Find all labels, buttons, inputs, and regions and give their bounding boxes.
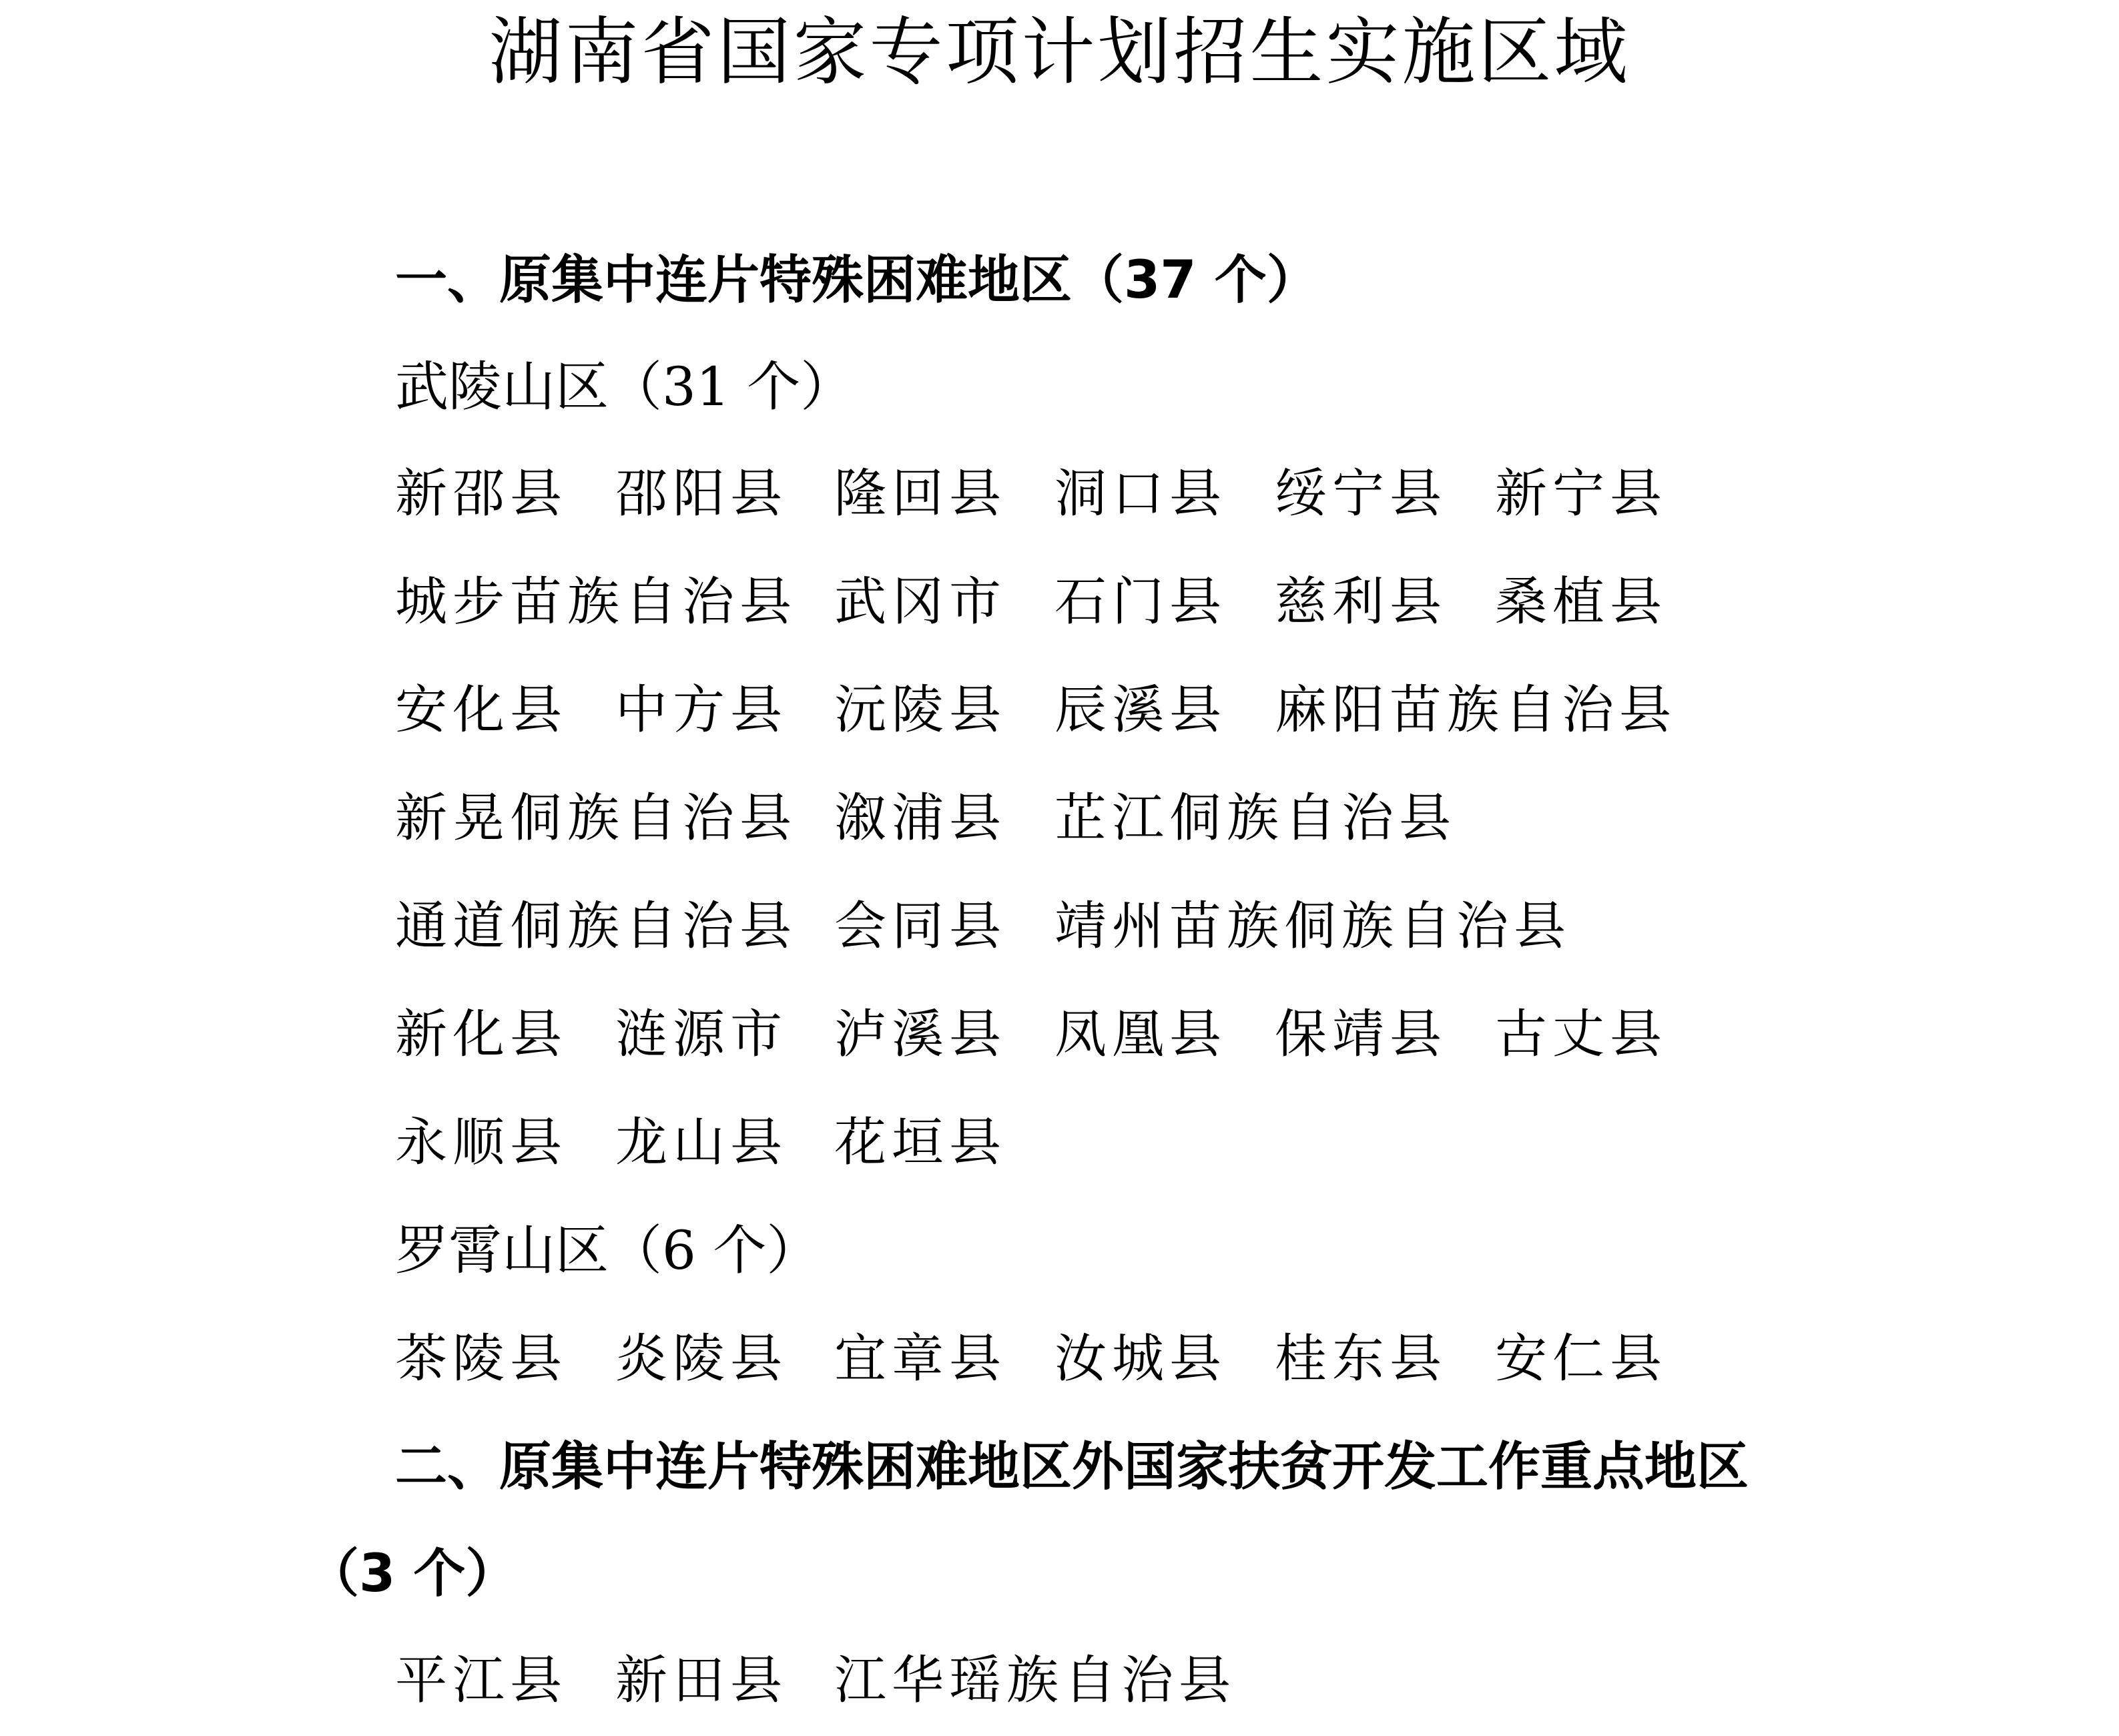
county-name: 江华瑶族自治县 xyxy=(834,1651,1237,1711)
county-name: 花垣县 xyxy=(834,1113,1007,1173)
county-row xyxy=(395,785,2064,852)
county-name: 靖州苗族侗族自治县 xyxy=(1054,896,1572,956)
county-name: 保靖县 xyxy=(1275,1004,1448,1065)
county-name: 通道侗族自治县 xyxy=(395,896,798,956)
county-name: 涟源市 xyxy=(615,1004,788,1065)
county-name: 芷江侗族自治县 xyxy=(1054,788,1457,848)
section-2-heading: 二、原集中连片特殊困难地区外国家扶贫开发工作重点地区 xyxy=(395,1437,1749,1497)
county-name: 宜章县 xyxy=(834,1329,1007,1389)
county-name: 慈利县 xyxy=(1275,572,1448,632)
county-name: 新邵县 xyxy=(395,464,568,524)
county-row xyxy=(395,1001,2064,1068)
county-row xyxy=(395,677,2064,744)
county-name: 安化县 xyxy=(395,680,568,740)
county-name: 桑植县 xyxy=(1495,572,1668,632)
county-name: 泸溪县 xyxy=(834,1004,1007,1065)
county-name: 桂东县 xyxy=(1275,1329,1448,1389)
county-name: 新化县 xyxy=(395,1004,568,1065)
section-2-heading-continuation: （3 个） xyxy=(307,1544,518,1604)
document-title: 湖南省国家专项计划招生实施区域 xyxy=(489,9,1630,95)
county-name: 新晃侗族自治县 xyxy=(395,788,798,848)
county-name: 城步苗族自治县 xyxy=(395,572,798,632)
county-name: 绥宁县 xyxy=(1275,464,1448,524)
county-name: 隆回县 xyxy=(834,464,1007,524)
county-row xyxy=(395,461,2064,527)
county-name: 茶陵县 xyxy=(395,1329,568,1389)
county-name: 安仁县 xyxy=(1495,1329,1668,1389)
county-name: 石门县 xyxy=(1054,572,1227,632)
county-name: 辰溪县 xyxy=(1054,680,1227,740)
county-name: 中方县 xyxy=(615,680,788,740)
county-name: 新田县 xyxy=(615,1651,788,1711)
county-name: 炎陵县 xyxy=(615,1329,788,1389)
county-row xyxy=(395,1647,2064,1714)
county-name: 沅陵县 xyxy=(834,680,1007,740)
county-name: 溆浦县 xyxy=(834,788,1007,848)
subregion-wuling-heading: 武陵山区（31 个） xyxy=(395,356,854,418)
county-name: 洞口县 xyxy=(1054,464,1227,524)
county-name: 邵阳县 xyxy=(615,464,788,524)
county-row xyxy=(395,1109,2064,1176)
county-row xyxy=(395,893,2064,960)
county-name: 永顺县 xyxy=(395,1113,568,1173)
county-name: 平江县 xyxy=(395,1651,568,1711)
county-name: 龙山县 xyxy=(615,1113,788,1173)
county-name: 新宁县 xyxy=(1495,464,1668,524)
county-row xyxy=(395,1326,2064,1392)
section-1-heading: 一、原集中连片特殊困难地区（37 个） xyxy=(395,250,1319,310)
county-name: 古丈县 xyxy=(1495,1004,1668,1065)
county-name: 凤凰县 xyxy=(1054,1004,1227,1065)
county-name: 麻阳苗族自治县 xyxy=(1275,680,1677,740)
county-name: 汝城县 xyxy=(1054,1329,1227,1389)
county-name: 武冈市 xyxy=(834,572,1007,632)
county-row xyxy=(395,569,2064,635)
subregion-luoxiao-heading: 罗霄山区（6 个） xyxy=(395,1219,820,1281)
county-name: 会同县 xyxy=(834,896,1007,956)
